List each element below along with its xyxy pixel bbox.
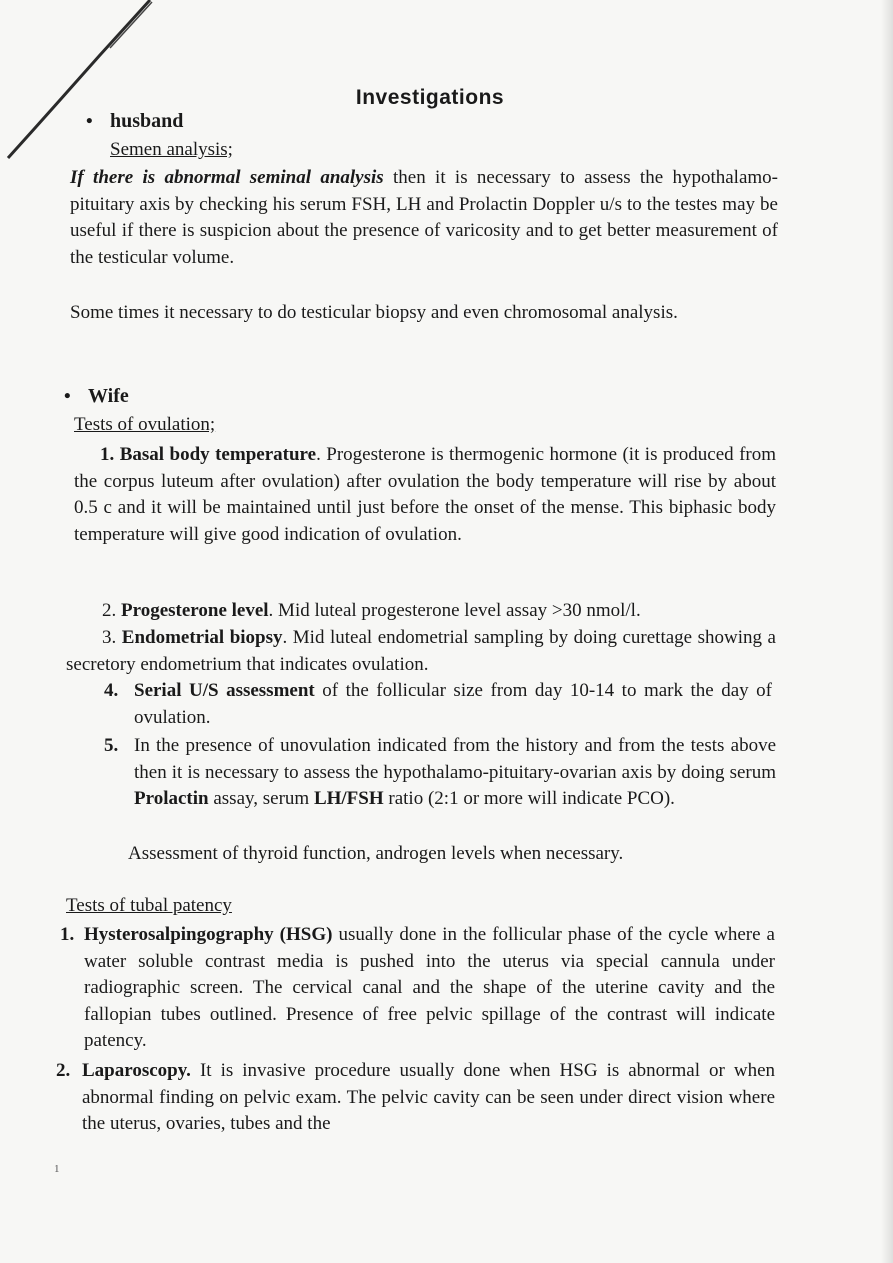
ovulation-item-5-extra: Assessment of thyroid function, androgen levels when necessary.	[128, 843, 624, 864]
ovulation-tests-subheading: Tests of ovulation;	[74, 414, 216, 435]
husband-heading: • husband	[86, 108, 183, 136]
page-number: 1	[54, 1163, 60, 1175]
tubal-item-1: 1. Hysterosalpingography (HSG) usually done in the follicular phase of the cycle where a water soluble contrast media is pushed into the uterus via special cannula under radiographic screen. The cervical canal and the shape of the uterine cavity and the fallopian tubes outlined. Presence of free pelvic spillage of the contrast will indicate patency.	[60, 924, 775, 1051]
ovulation-item-1: 1. Basal body temperature. Progesterone is thermogenic hormone (it is produced from the corpus luteum after ovulation) after ovulation the body temperature will rise by about 0.5 c and it will be maintained until just before the onset of the mense. This biphasic body temperature will give good indication of ovulation.	[74, 444, 777, 545]
wife-heading: • Wife	[64, 383, 129, 411]
husband-paragraph-1: If there is abnormal seminal analysis then it is necessary to assess the hypothalamo-pituitary axis by checking his serum FSH, LH and Prolactin Doppler u/s to the testes may be useful if there is suspicion about the presence of varicosity and to get better measurement of the testicular volume.	[70, 167, 778, 268]
ovulation-item-3: 3. Endometrial biopsy. Mid luteal endometrial sampling by doing curettage showing a secretory endometrium that indicates ovulation.	[66, 627, 776, 675]
semen-analysis-subheading: Semen analysis;	[110, 139, 233, 160]
tubal-item-2: 2. Laparoscopy. It is invasive procedure usually done when HSG is abnormal or when abnormal finding on pelvic exam. The pelvic cavity can be seen under direct vision where the uterus, ovaries, tubes and the	[56, 1060, 775, 1134]
tubal-patency-subheading: Tests of tubal patency	[66, 895, 232, 916]
bullet-icon: •	[86, 111, 93, 132]
page-edge-shadow	[881, 0, 893, 1263]
ovulation-item-5: 5. In the presence of unovulation indicated from the history and from the tests above then it is necessary to assess the hypothalamo-pituitary-ovarian axis by doing serum Prolactin assay, serum LH/FSH ratio (2:1 or more will indicate PCO).	[104, 735, 776, 809]
page-title: Investigations	[355, 86, 505, 109]
bullet-icon: •	[64, 386, 71, 407]
ovulation-item-2: 2. Progesterone level. Mid luteal progesterone level assay >30 nmol/l.	[102, 600, 641, 621]
husband-paragraph-2: Some times it necessary to do testicular biopsy and even chromosomal analysis.	[70, 302, 678, 323]
ovulation-item-4: 4. Serial U/S assessment of the follicular size from day 10-14 to mark the day of ovulation.	[104, 680, 772, 728]
